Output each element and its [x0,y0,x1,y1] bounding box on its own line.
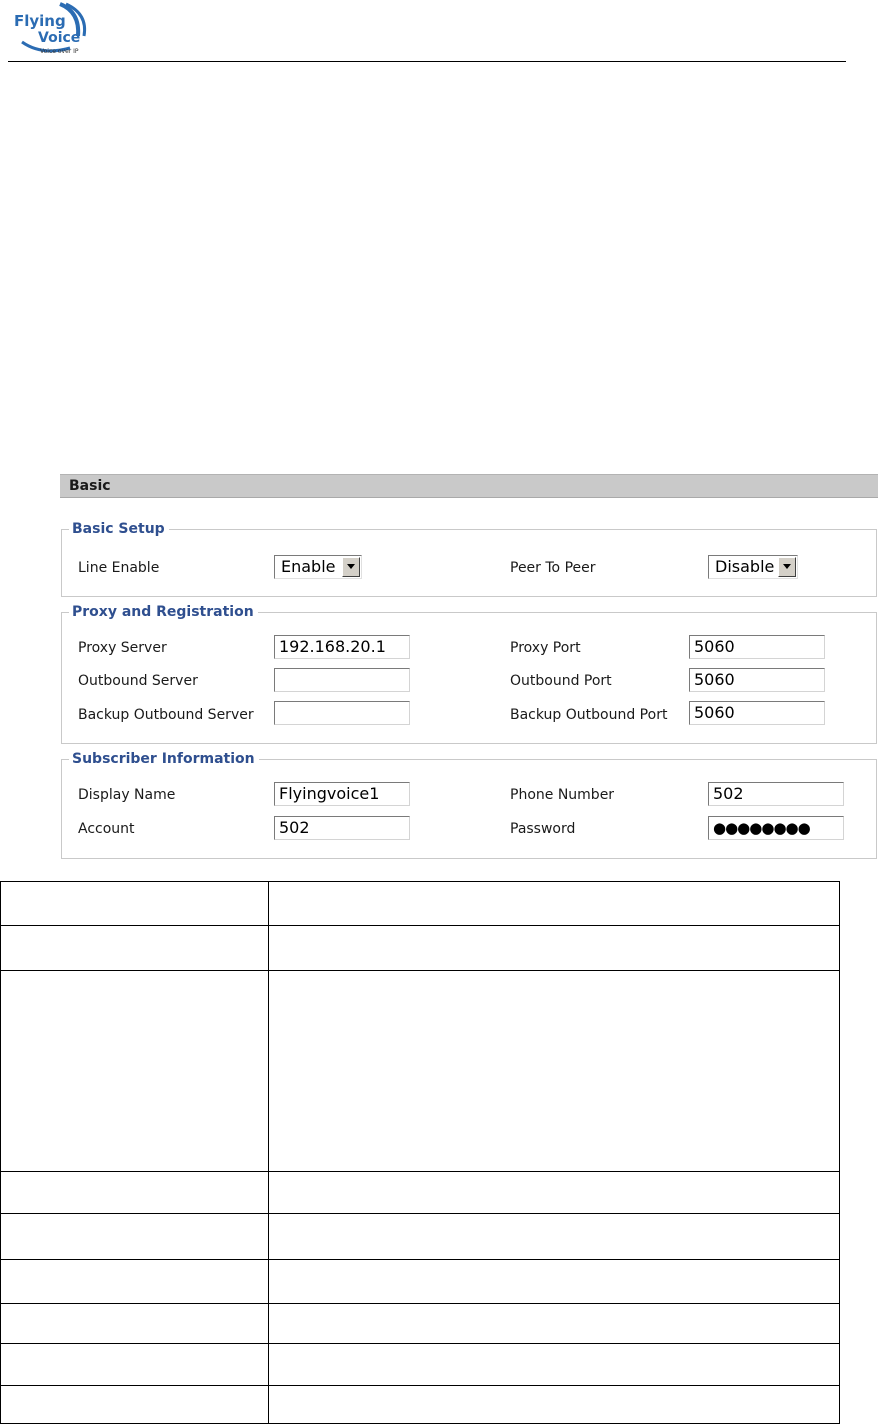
table-cell [269,1172,840,1214]
logo-word-voice: Voice [38,30,81,46]
basic-setup-group [61,521,877,597]
table-row [1,1260,840,1304]
table-cell [269,926,840,971]
table-row [1,1344,840,1386]
backup-outbound-server-label: Backup Outbound Server [78,707,254,723]
peer-to-peer-value: Disable [715,557,775,576]
table-cell [269,1386,840,1424]
proxy-server-input[interactable]: 192.168.20.1 [274,635,410,659]
table-cell [269,1304,840,1344]
password-input[interactable]: ●●●●●●●● [708,816,844,840]
proxy-server-label: Proxy Server [78,640,167,656]
subscriber-info-group [61,751,877,859]
table-row [1,971,840,1172]
table-cell [1,1214,269,1260]
line-enable-value: Enable [281,557,336,576]
table-row [1,926,840,971]
table-cell [269,971,840,1172]
table-cell [269,882,840,926]
logo-word-flying: Flying [14,12,66,30]
account-label: Account [78,821,135,837]
proxy-port-label: Proxy Port [510,640,581,656]
chevron-down-icon[interactable] [342,557,360,577]
backup-outbound-port-label: Backup Outbound Port [510,707,668,723]
flyingvoice-logo [12,2,92,58]
basic-config-panel [60,474,878,860]
table-row [1,1172,840,1214]
chevron-down-icon[interactable] [778,557,796,577]
proxy-registration-group [61,604,877,744]
table-cell [269,1214,840,1260]
table-cell [1,971,269,1172]
table-cell [1,1386,269,1424]
proxy-registration-legend: Proxy and Registration [69,603,258,621]
password-label: Password [510,821,576,837]
table-row [1,1386,840,1424]
table-cell [1,1344,269,1386]
phone-number-input[interactable]: 502 [708,782,844,806]
peer-to-peer-select[interactable] [708,555,798,579]
table-cell [1,1304,269,1344]
header-rule [8,61,846,62]
display-name-input[interactable]: Flyingvoice1 [274,782,410,806]
account-input[interactable]: 502 [274,816,410,840]
phone-number-label: Phone Number [510,787,615,803]
table-cell [1,882,269,926]
outbound-server-input[interactable] [274,668,410,692]
table-row [1,1214,840,1260]
backup-outbound-server-input[interactable] [274,701,410,725]
table-cell [1,926,269,971]
peer-to-peer-label: Peer To Peer [510,560,596,576]
outbound-port-label: Outbound Port [510,673,612,689]
subscriber-info-legend: Subscriber Information [69,750,259,768]
outbound-server-label: Outbound Server [78,673,198,689]
line-enable-select[interactable] [274,555,362,579]
backup-outbound-port-input[interactable]: 5060 [689,701,825,725]
display-name-label: Display Name [78,787,176,803]
table-cell [269,1260,840,1304]
outbound-port-input[interactable]: 5060 [689,668,825,692]
logo-tagline: Voice over IP [40,48,79,55]
basic-setup-legend: Basic Setup [69,520,169,538]
panel-title: Basic [60,474,878,498]
table-cell [269,1344,840,1386]
table-cell [1,1172,269,1214]
table-cell [1,1260,269,1304]
table-row [1,1304,840,1344]
table-row [1,882,840,926]
proxy-port-input[interactable]: 5060 [689,635,825,659]
parameter-description-table [0,881,840,1424]
line-enable-label: Line Enable [78,560,160,576]
